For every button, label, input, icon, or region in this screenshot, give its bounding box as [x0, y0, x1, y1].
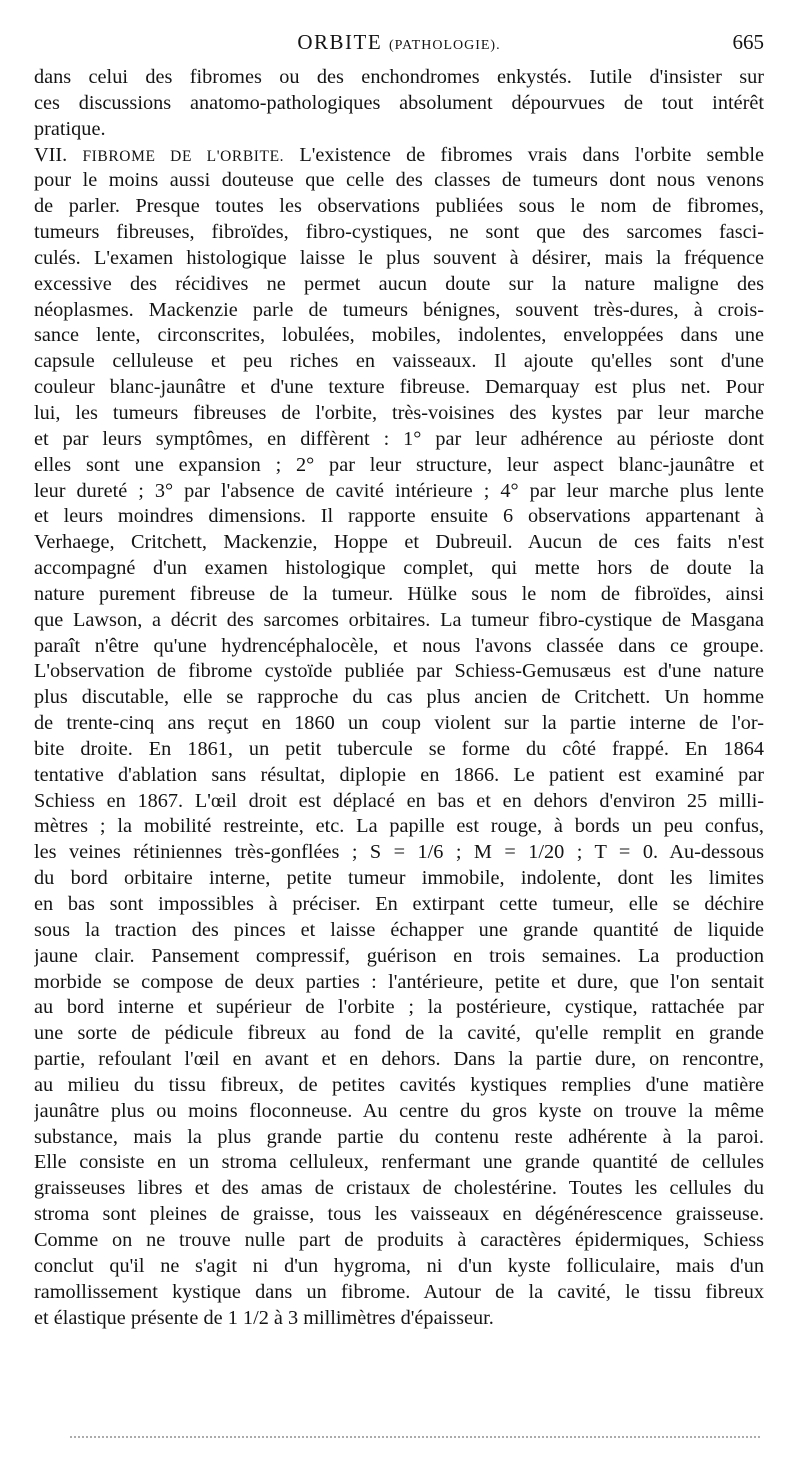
text-line: capsule celluleuse et peu riches en vaisseaux. Il ajoute qu'elles sont d'une [34, 350, 764, 373]
text-line: nature purement fibreuse de la tumeur. Hülke sous le nom de fibroïdes, ainsi [34, 582, 764, 605]
footer-dotted-rule [70, 1436, 760, 1438]
text-line: une sorte de pédicule fibreux au fond de la cavité, qu'elle remplit en grande [34, 1022, 764, 1045]
text-line: les veines rétiniennes très-gonflées ; S = 1/6 ; M = 1/20 ; T = 0. Au-dessous [34, 841, 764, 864]
text-line: dans celui des fibromes ou des enchondromes enkystés. Iutile d'insister sur [34, 66, 764, 88]
text-line: lui, les tumeurs fibreuses de l'orbite, très-voisines des kystes par leur marche [34, 401, 764, 424]
text-line: plus discutable, elle se rapproche du cas plus ancien de Critchett. Un homme [34, 686, 764, 709]
text-line: jaunâtre plus ou moins floconneuse. Au centre du gros kyste on trouve la même [34, 1099, 764, 1122]
text-line: excessive des récidives ne permet aucun doute sur la nature maligne des [34, 272, 764, 295]
text-line: L'observation de fibrome cystoïde publiée par Schiess-Gemusæus est d'une nature [34, 660, 764, 683]
text-line: culés. L'examen histologique laisse le plus souvent à désirer, mais la fréquence [34, 246, 764, 269]
running-title-subtitle: (PATHOLOGIE). [388, 38, 501, 53]
text-line: au bord interne et supérieur de l'orbite ; la postérieure, cystique, rattachée par [34, 996, 764, 1019]
text-line: sance lente, circonscrites, lobulées, mobiles, indolentes, enveloppées dans une [34, 324, 764, 347]
text-line: de parler. Presque toutes les observations publiées sous le nom de fibromes, [34, 195, 764, 218]
text-line: L'existence de fibromes vrais dans l'orbite semble [299, 143, 764, 166]
text-line: et leurs moindres dimensions. Il rapporte ensuite 6 observations appartenant à [34, 505, 764, 528]
text-line: jaune clair. Pansement compressif, guérison en trois semaines. La production [34, 944, 764, 967]
text-line: que Lawson, a décrit des sarcomes orbitaires. La tumeur fibro-cystique de Masgana [34, 608, 764, 631]
text-line: tumeurs fibreuses, fibroïdes, fibro-cystiques, ne sont que des sarcomes fasci- [34, 221, 764, 244]
text-line: Elle consiste en un stroma celluleux, renfermant une grande quantité de cellules [34, 1151, 764, 1174]
page-number: 665 [732, 30, 764, 54]
section-number: VII. [34, 143, 68, 166]
text-line: du bord orbitaire interne, petite tumeur immobile, indolente, dont les limites [34, 867, 764, 890]
running-title-main: ORBITE [297, 30, 383, 54]
running-title [34, 30, 764, 55]
text-line: morbide se compose de deux parties : l'antérieure, petite et dure, que l'on sentait [34, 970, 764, 993]
text-line: pour le moins aussi douteuse que celle des classes de tumeurs dont nous venons [34, 169, 764, 192]
text-line: mètres ; la mobilité restreinte, etc. La papille est rouge, à bords un peu confus, [34, 815, 764, 838]
text-line: pratique. [34, 117, 106, 140]
text-line: paraît n'être qu'une hydrencéphalocèle, et nous l'avons classée dans ce groupe. [34, 634, 764, 657]
text-line: elles sont une expansion ; 2° par leur structure, leur aspect blanc-jaunâtre et [34, 453, 764, 476]
text-line: néoplasmes. Mackenzie parle de tumeurs bénignes, souvent très-dures, à crois- [34, 298, 764, 321]
text-line: Comme on ne trouve nulle part de produits à caractères épidermiques, Schiess [34, 1228, 764, 1251]
text-line: et par leurs symptômes, en diffèrent : 1° par leur adhérence au périoste dont [34, 427, 764, 450]
text-line: couleur blanc-jaunâtre et d'une texture fibreuse. Demarquay est plus net. Pour [34, 376, 764, 399]
section-heading-line [34, 143, 764, 169]
text-line: substance, mais la plus grande partie du contenu reste adhérente à la paroi. [34, 1125, 764, 1148]
text-line: de trente-cinq ans reçut en 1860 un coup violent sur la partie interne de l'or- [34, 712, 764, 735]
text-line: leur dureté ; 3° par l'absence de cavité intérieure ; 4° par leur marche plus lente [34, 479, 764, 502]
text-line: ramollissement kystique dans un fibrome. Autour de la cavité, le tissu fibreux [34, 1280, 764, 1303]
text-line: graisseuses libres et des amas de cristaux de cholestérine. Toutes les cellules du [34, 1177, 764, 1200]
text-line: bite droite. En 1861, un petit tubercule se forme du côté frappé. En 1864 [34, 737, 764, 760]
text-line: conclut qu'il ne s'agit ni d'un hygroma, ni d'un kyste folliculaire, mais d'un [34, 1254, 764, 1277]
text-line: Schiess en 1867. L'œil droit est déplacé en bas et en dehors d'environ 25 milli- [34, 789, 764, 812]
text-line: au milieu du tissu fibreux, de petites cavités kystiques remplies d'une matière [34, 1073, 764, 1096]
text-line: et élastique présente de 1 1/2 à 3 millimètres d'épaisseur. [34, 1306, 494, 1329]
text-line: accompagné d'un examen histologique complet, qui mette hors de doute la [34, 557, 764, 580]
section-heading: FIBROME DE L'ORBITE. [82, 147, 285, 165]
text-line: en bas sont impossibles à préciser. En extirpant cette tumeur, elle se déchire [34, 893, 764, 915]
text-line: Verhaege, Critchett, Mackenzie, Hoppe et Dubreuil. Aucun de ces faits n'est [34, 531, 764, 554]
text-line: sous la traction des pinces et laisse échapper une grande quantité de liquide [34, 918, 764, 941]
text-line: partie, refoulant l'œil en avant et en dehors. Dans la partie dure, on rencontre, [34, 1048, 764, 1071]
text-line: ces discussions anatomo-pathologiques absolument dépourvues de tout intérêt [34, 91, 764, 114]
body-text [34, 65, 764, 1331]
text-line: tentative d'ablation sans résultat, diplopie en 1866. Le patient est examiné par [34, 763, 764, 786]
text-line: stroma sont pleines de graisse, tous les vaisseaux en dégénérescence graisseuse. [34, 1203, 764, 1226]
page-header [34, 30, 764, 60]
